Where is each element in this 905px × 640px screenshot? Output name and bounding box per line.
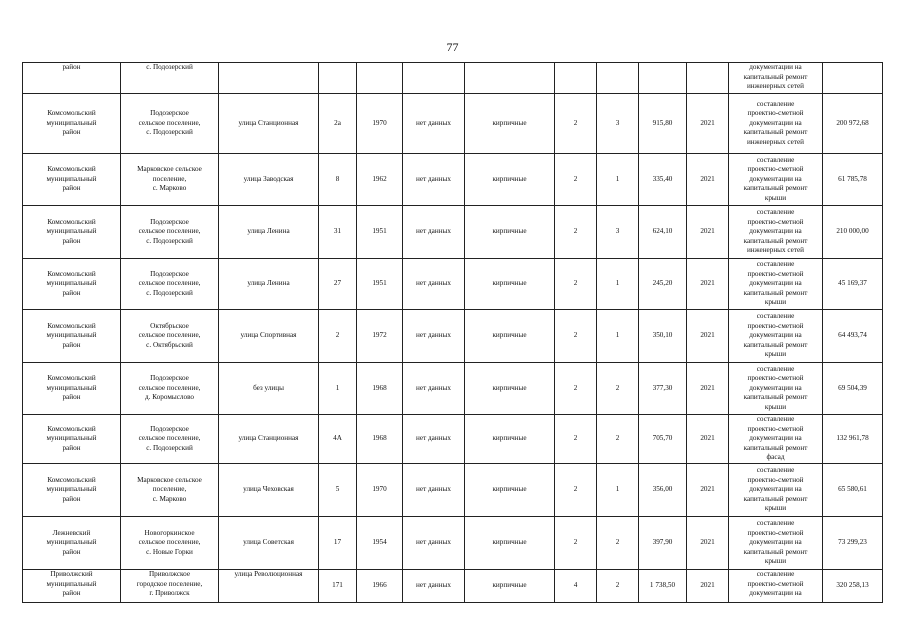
table-row xyxy=(23,415,883,464)
settlement-cell: Подозерское сельское поселение, с. Подозерский xyxy=(121,415,219,464)
page-number: 77 xyxy=(446,40,459,54)
street-cell: улица Заводская xyxy=(219,154,319,206)
cost-cell: 64 493,74 xyxy=(823,310,883,363)
last-renovation-cell: нет данных xyxy=(403,415,465,464)
construction-year-cell: 1968 xyxy=(357,415,403,464)
settlement-cell: Подозерское сельское поселение, д. Коромыслово xyxy=(121,363,219,415)
settlement-cell: Марковское сельское поселение, с. Марково xyxy=(121,154,219,206)
area-cell xyxy=(639,63,687,94)
last-renovation-cell: нет данных xyxy=(403,310,465,363)
street-cell: без улицы xyxy=(219,363,319,415)
last-renovation-cell: нет данных xyxy=(403,569,465,602)
table-row xyxy=(23,94,883,154)
table-body xyxy=(23,63,883,603)
wall-material-cell: кирпичные xyxy=(465,516,555,569)
plan-year-cell: 2021 xyxy=(687,415,729,464)
last-renovation-cell: нет данных xyxy=(403,154,465,206)
district-cell: Комсомольский муниципальный район xyxy=(23,259,121,310)
entrances-cell: 2 xyxy=(597,516,639,569)
district-cell: Комсомольский муниципальный район xyxy=(23,310,121,363)
wall-material-cell: кирпичные xyxy=(465,259,555,310)
settlement-cell: Приволжское городское поселение, г. Приволжск xyxy=(121,569,219,602)
street-cell: улица Советская xyxy=(219,516,319,569)
entrances-cell: 3 xyxy=(597,206,639,259)
plan-year-cell xyxy=(687,63,729,94)
table-row xyxy=(23,463,883,516)
plan-year-cell: 2021 xyxy=(687,516,729,569)
work-type-cell: составление проектно-сметной документации на капитальный ремонт крыши xyxy=(729,259,823,310)
last-renovation-cell: нет данных xyxy=(403,94,465,154)
area-cell: 1 738,50 xyxy=(639,569,687,602)
housing-repair-table xyxy=(22,62,883,603)
work-type-cell: составление проектно-сметной документации на капитальный ремонт крыши xyxy=(729,463,823,516)
plan-year-cell: 2021 xyxy=(687,463,729,516)
floors-cell: 2 xyxy=(555,206,597,259)
street-cell: улица Чеховская xyxy=(219,463,319,516)
last-renovation-cell: нет данных xyxy=(403,463,465,516)
wall-material-cell: кирпичные xyxy=(465,569,555,602)
cost-cell: 65 580,61 xyxy=(823,463,883,516)
last-renovation-cell: нет данных xyxy=(403,259,465,310)
floors-cell: 2 xyxy=(555,516,597,569)
construction-year-cell: 1968 xyxy=(357,363,403,415)
area-cell: 377,30 xyxy=(639,363,687,415)
street-cell: улица Ленина xyxy=(219,259,319,310)
plan-year-cell: 2021 xyxy=(687,363,729,415)
settlement-cell: Марковское сельское поселение, с. Марково xyxy=(121,463,219,516)
district-cell: район xyxy=(23,63,121,94)
area-cell: 335,40 xyxy=(639,154,687,206)
work-type-cell: составление проектно-сметной документации на капитальный ремонт крыши xyxy=(729,363,823,415)
construction-year-cell: 1972 xyxy=(357,310,403,363)
district-cell: Комсомольский муниципальный район xyxy=(23,363,121,415)
entrances-cell: 1 xyxy=(597,259,639,310)
settlement-cell: с. Подозерский xyxy=(121,63,219,94)
table-row xyxy=(23,516,883,569)
settlement-cell: Октябрьское сельское поселение, с. Октябрьский xyxy=(121,310,219,363)
last-renovation-cell: нет данных xyxy=(403,363,465,415)
table-row xyxy=(23,259,883,310)
wall-material-cell: кирпичные xyxy=(465,463,555,516)
entrances-cell xyxy=(597,63,639,94)
district-cell: Комсомольский муниципальный район xyxy=(23,94,121,154)
cost-cell: 45 169,37 xyxy=(823,259,883,310)
house-number-cell: 5 xyxy=(319,463,357,516)
floors-cell: 2 xyxy=(555,463,597,516)
wall-material-cell: кирпичные xyxy=(465,310,555,363)
work-type-cell: составление проектно-сметной документации на капитальный ремонт фасад xyxy=(729,415,823,464)
cost-cell: 132 961,78 xyxy=(823,415,883,464)
plan-year-cell: 2021 xyxy=(687,259,729,310)
cost-cell: 320 258,13 xyxy=(823,569,883,602)
cost-cell: 61 785,78 xyxy=(823,154,883,206)
table-row xyxy=(23,63,883,94)
floors-cell: 2 xyxy=(555,415,597,464)
area-cell: 397,90 xyxy=(639,516,687,569)
district-cell: Комсомольский муниципальный район xyxy=(23,206,121,259)
table-row xyxy=(23,569,883,602)
floors-cell: 2 xyxy=(555,259,597,310)
area-cell: 350,10 xyxy=(639,310,687,363)
wall-material-cell: кирпичные xyxy=(465,94,555,154)
street-cell: улица Станционная xyxy=(219,415,319,464)
construction-year-cell: 1966 xyxy=(357,569,403,602)
work-type-cell: составление проектно-сметной документации на капитальный ремонт крыши xyxy=(729,154,823,206)
settlement-cell: Новогоркинское сельское поселение, с. Новые Горки xyxy=(121,516,219,569)
entrances-cell: 3 xyxy=(597,94,639,154)
construction-year-cell: 1962 xyxy=(357,154,403,206)
wall-material-cell: кирпичные xyxy=(465,206,555,259)
table-row xyxy=(23,310,883,363)
wall-material-cell: кирпичные xyxy=(465,363,555,415)
street-cell: улица Революционная xyxy=(219,569,319,602)
construction-year-cell: 1951 xyxy=(357,206,403,259)
wall-material-cell: кирпичные xyxy=(465,415,555,464)
work-type-cell: составление проектно-сметной документации на капитальный ремонт крыши xyxy=(729,310,823,363)
entrances-cell: 1 xyxy=(597,310,639,363)
area-cell: 705,70 xyxy=(639,415,687,464)
table-row xyxy=(23,206,883,259)
last-renovation-cell: нет данных xyxy=(403,516,465,569)
construction-year-cell: 1970 xyxy=(357,94,403,154)
plan-year-cell: 2021 xyxy=(687,94,729,154)
street-cell: улица Ленина xyxy=(219,206,319,259)
plan-year-cell: 2021 xyxy=(687,206,729,259)
district-cell: Лежневский муниципальный район xyxy=(23,516,121,569)
house-number-cell: 8 xyxy=(319,154,357,206)
area-cell: 915,80 xyxy=(639,94,687,154)
work-type-cell: составление проектно-сметной документации на капитальный ремонт инженерных сетей xyxy=(729,206,823,259)
house-number-cell: 17 xyxy=(319,516,357,569)
house-number-cell: 1 xyxy=(319,363,357,415)
last-renovation-cell xyxy=(403,63,465,94)
area-cell: 356,00 xyxy=(639,463,687,516)
construction-year-cell: 1954 xyxy=(357,516,403,569)
cost-cell: 73 299,23 xyxy=(823,516,883,569)
work-type-cell: документации на капитальный ремонт инженерных сетей xyxy=(729,63,823,94)
district-cell: Приволжский муниципальный район xyxy=(23,569,121,602)
house-number-cell: 31 xyxy=(319,206,357,259)
plan-year-cell: 2021 xyxy=(687,310,729,363)
table-row xyxy=(23,154,883,206)
floors-cell: 2 xyxy=(555,154,597,206)
house-number-cell: 2 xyxy=(319,310,357,363)
district-cell: Комсомольский муниципальный район xyxy=(23,154,121,206)
street-cell: улица Спортивная xyxy=(219,310,319,363)
cost-cell: 210 000,00 xyxy=(823,206,883,259)
settlement-cell: Подозерское сельское поселение, с. Подозерский xyxy=(121,206,219,259)
entrances-cell: 2 xyxy=(597,569,639,602)
settlement-cell: Подозерское сельское поселение, с. Подозерский xyxy=(121,94,219,154)
table-row xyxy=(23,363,883,415)
construction-year-cell xyxy=(357,63,403,94)
wall-material-cell xyxy=(465,63,555,94)
construction-year-cell: 1970 xyxy=(357,463,403,516)
street-cell xyxy=(219,63,319,94)
plan-year-cell: 2021 xyxy=(687,154,729,206)
street-cell: улица Станционная xyxy=(219,94,319,154)
entrances-cell: 1 xyxy=(597,463,639,516)
plan-year-cell: 2021 xyxy=(687,569,729,602)
construction-year-cell: 1951 xyxy=(357,259,403,310)
district-cell: Комсомольский муниципальный район xyxy=(23,463,121,516)
floors-cell: 4 xyxy=(555,569,597,602)
district-cell: Комсомольский муниципальный район xyxy=(23,415,121,464)
house-number-cell xyxy=(319,63,357,94)
wall-material-cell: кирпичные xyxy=(465,154,555,206)
entrances-cell: 1 xyxy=(597,154,639,206)
house-number-cell: 27 xyxy=(319,259,357,310)
cost-cell: 200 972,68 xyxy=(823,94,883,154)
floors-cell: 2 xyxy=(555,94,597,154)
floors-cell xyxy=(555,63,597,94)
cost-cell: 69 504,39 xyxy=(823,363,883,415)
house-number-cell: 171 xyxy=(319,569,357,602)
house-number-cell: 4А xyxy=(319,415,357,464)
work-type-cell: составление проектно-сметной документации на капитальный ремонт крыши xyxy=(729,516,823,569)
settlement-cell: Подозерское сельское поселение, с. Подозерский xyxy=(121,259,219,310)
floors-cell: 2 xyxy=(555,310,597,363)
house-number-cell: 2а xyxy=(319,94,357,154)
work-type-cell: составление проектно-сметной документации на xyxy=(729,569,823,602)
last-renovation-cell: нет данных xyxy=(403,206,465,259)
entrances-cell: 2 xyxy=(597,363,639,415)
area-cell: 624,10 xyxy=(639,206,687,259)
entrances-cell: 2 xyxy=(597,415,639,464)
floors-cell: 2 xyxy=(555,363,597,415)
cost-cell xyxy=(823,63,883,94)
work-type-cell: составление проектно-сметной документации на капитальный ремонт инженерных сетей xyxy=(729,94,823,154)
area-cell: 245,20 xyxy=(639,259,687,310)
